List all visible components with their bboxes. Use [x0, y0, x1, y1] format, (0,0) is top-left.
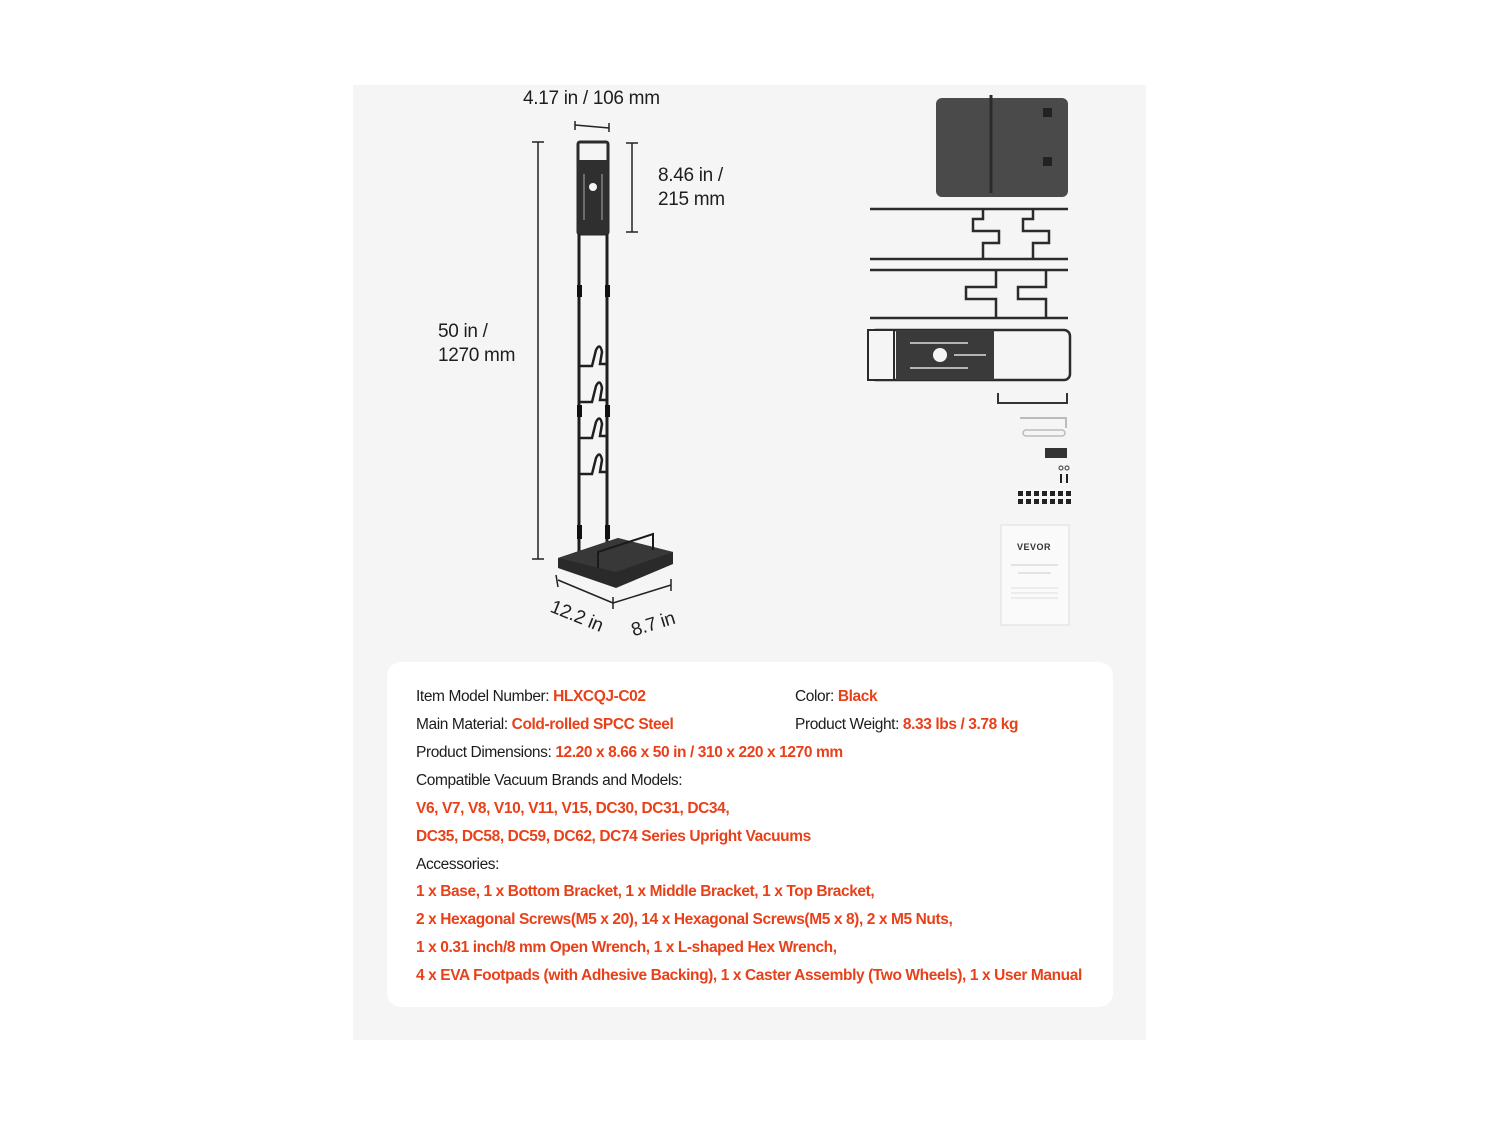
spec-compatible-line: V6, V7, V8, V10, V11, V15, DC30, DC31, DC34, [416, 800, 730, 817]
spec-model-value: HLXCQJ-C02 [553, 688, 646, 705]
spec-dimensions [416, 743, 843, 763]
base-width-label: 8.7 in [628, 607, 678, 642]
spec-material [416, 715, 673, 735]
spec-accessories-label: Accessories: [416, 856, 500, 873]
spec-model [416, 687, 646, 707]
top-height-label-2: 215 mm [658, 189, 725, 210]
spec-accessories-line: 4 x EVA Footpads (with Adhesive Backing), 1 x Caster Assembly (Two Wheels), 1 x User Manual [416, 967, 1082, 984]
spec-color [795, 687, 877, 707]
spec-weight-label: Product Weight: [795, 716, 903, 733]
spec-compatible-label: Compatible Vacuum Brands and Models: [416, 772, 683, 789]
assembled-stand-image [548, 140, 688, 610]
spec-dimensions-value: 12.20 x 8.66 x 50 in / 310 x 220 x 1270 mm [555, 744, 843, 761]
spec-material-label: Main Material: [416, 716, 512, 733]
spec-weight-value: 8.33 lbs / 3.78 kg [902, 716, 1019, 733]
spec-model-label: Item Model Number: [416, 688, 554, 705]
total-height-label-2: 1270 mm [438, 345, 516, 366]
manual-brand-logo: VEVOR [1017, 542, 1052, 552]
top-height-label-1: 8.46 in / [658, 165, 723, 186]
spec-color-label: Color: [795, 688, 838, 705]
spec-dimensions-label: Product Dimensions: [416, 744, 556, 761]
spec-compatible-line: DC35, DC58, DC59, DC62, DC74 Series Upright Vacuums [416, 828, 811, 845]
specs-card [387, 662, 1113, 1007]
spec-weight [795, 715, 1018, 735]
top-width-label: 4.17 in / 106 mm [523, 88, 660, 109]
spec-accessories-line: 1 x Base, 1 x Bottom Bracket, 1 x Middle Bracket, 1 x Top Bracket, [416, 883, 875, 900]
total-height-label-1: 50 in / [438, 321, 488, 342]
spec-accessories-line: 1 x 0.31 inch/8 mm Open Wrench, 1 x L-shaped Hex Wrench, [416, 939, 837, 956]
product-info-panel [353, 85, 1146, 1040]
parts-layout-image [868, 93, 1078, 633]
base-depth-label: 12.2 in [547, 596, 607, 637]
spec-accessories-line: 2 x Hexagonal Screws(M5 x 20), 14 x Hexagonal Screws(M5 x 8), 2 x M5 Nuts, [416, 911, 953, 928]
top-width-dimension-line [573, 121, 613, 133]
spec-color-value: Black [837, 688, 878, 705]
total-height-dimension-line [531, 141, 545, 561]
spec-material-value: Cold-rolled SPCC Steel [511, 716, 674, 733]
